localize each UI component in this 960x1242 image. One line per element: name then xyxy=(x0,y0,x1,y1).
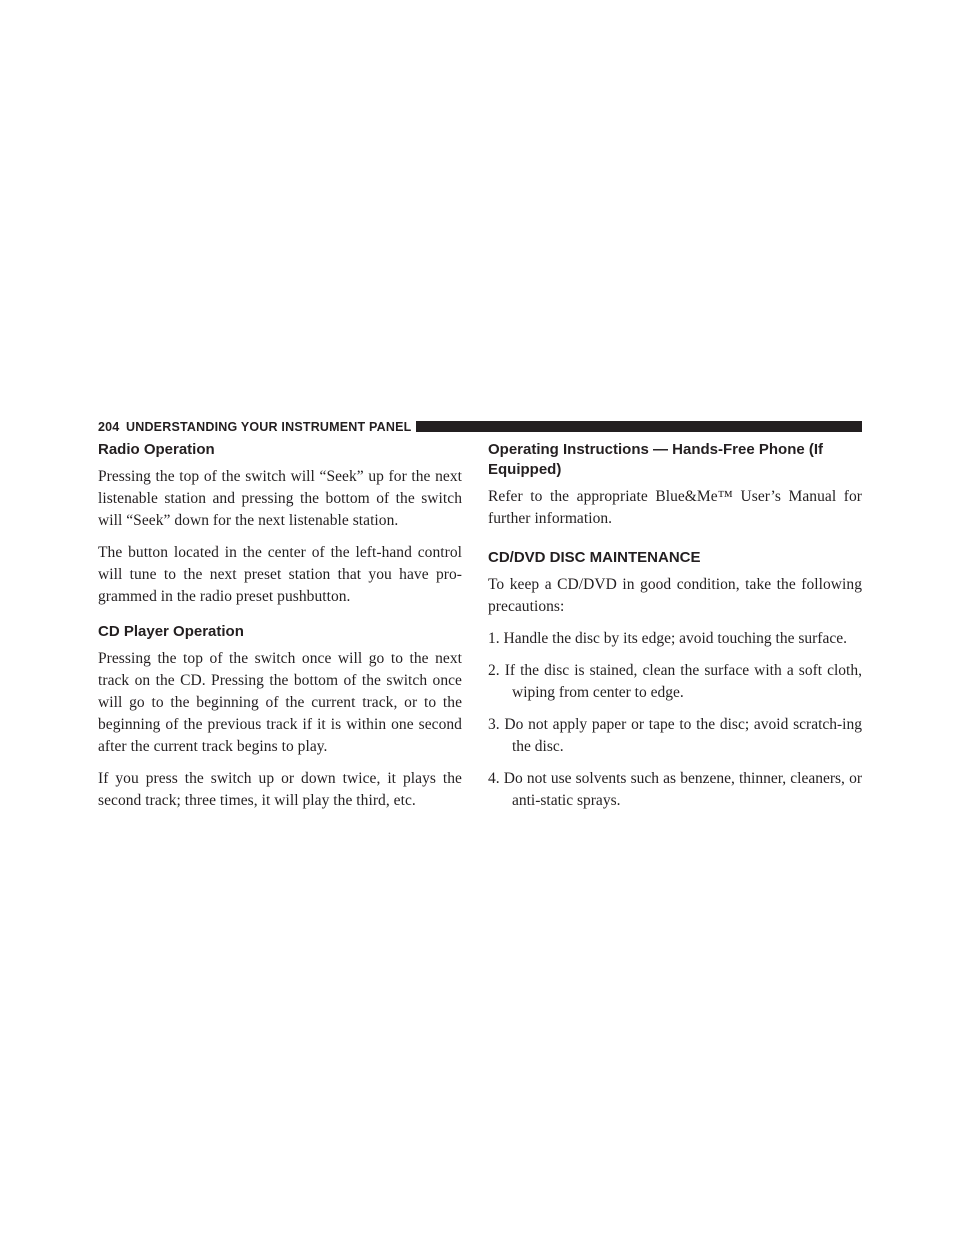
radio-paragraph-1: Pressing the top of the switch will “Seek” up for the next listenable station and pressing the bottom of the switch will “Seek” down for the next listenable station. xyxy=(98,468,462,529)
disc-maintenance-intro: To keep a CD/DVD in good condition, take the following precautions: xyxy=(488,576,862,615)
list-item: 2. If the disc is stained, clean the surface with a soft cloth, wiping from center to edge. xyxy=(488,662,862,701)
list-item: 3. Do not apply paper or tape to the disc; avoid scratch-ing the disc. xyxy=(488,716,862,755)
cd-player-paragraph-2: If you press the switch up or down twice, it plays the second track; three times, it will play the third, etc. xyxy=(98,770,462,809)
section-title: UNDERSTANDING YOUR INSTRUMENT PANEL xyxy=(126,420,412,434)
cd-player-paragraph-1: Pressing the top of the switch once will go to the next track on the CD. Pressing the bottom of the switch once will go to the beginning of the current track, or to the beginning of the previous track if it is within one second after the current track begins to play. xyxy=(98,650,462,755)
list-item: 1. Handle the disc by its edge; avoid touching the surface. xyxy=(488,630,847,647)
page-number: 204 xyxy=(98,420,120,434)
radio-operation-heading: Radio Operation xyxy=(98,441,215,458)
disc-maintenance-heading: CD/DVD DISC MAINTENANCE xyxy=(488,549,701,566)
header-rule xyxy=(416,421,862,432)
right-column xyxy=(488,440,862,822)
page-header xyxy=(98,420,862,434)
list-item: 4. Do not use solvents such as benzene, thinner, cleaners, or anti-static sprays. xyxy=(488,770,862,809)
hands-free-heading: Operating Instructions — Hands-Free Phone (If Equipped) xyxy=(488,441,824,478)
left-column xyxy=(98,440,462,822)
radio-paragraph-2: The button located in the center of the left-hand control will tune to the next preset station that you have pro-grammed in the radio preset pushbutton. xyxy=(98,544,462,605)
cd-player-heading: CD Player Operation xyxy=(98,623,244,640)
hands-free-paragraph: Refer to the appropriate Blue&Me™ User’s Manual for further information. xyxy=(488,488,862,527)
